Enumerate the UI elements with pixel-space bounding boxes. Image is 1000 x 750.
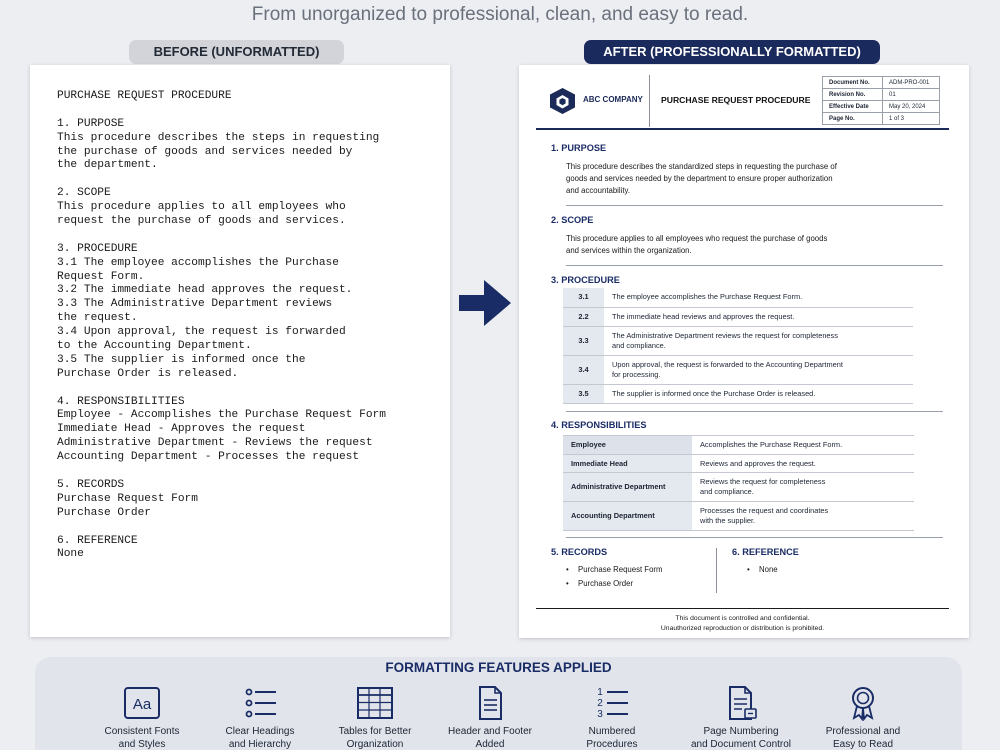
list-bullets-icon xyxy=(240,685,280,721)
procedure-table xyxy=(563,288,913,404)
duty-cell xyxy=(692,436,914,455)
feature-label: Consistent Fonts and Styles xyxy=(104,726,180,750)
responsibilities-table xyxy=(563,435,914,531)
section-divider xyxy=(566,537,943,538)
raw-text-line xyxy=(57,382,386,396)
raw-text-line: This procedure applies to all employees who xyxy=(57,201,346,214)
raw-text-line: 3.5 The supplier is informed once the xyxy=(57,353,306,366)
before-label: BEFORE (UNFORMATTED) xyxy=(129,40,344,64)
meta-key: Revision No. xyxy=(823,89,883,101)
reference-item: • None xyxy=(759,565,778,574)
unformatted-document xyxy=(30,65,450,637)
step-number: 3.5 xyxy=(563,384,604,403)
svg-text:3: 3 xyxy=(597,709,603,720)
records-item: • Purchase Order xyxy=(578,579,633,588)
raw-text-line: PURCHASE REQUEST PROCEDURE xyxy=(57,90,232,102)
raw-text-block xyxy=(57,90,386,562)
headline: From unorganized to professional, clean, and easy to read. xyxy=(251,4,749,25)
feature-label: Page Numbering and Document Control xyxy=(690,726,792,750)
step-line: The immediate head reviews and approves the request. xyxy=(612,311,795,321)
raw-text-line: 3. PROCEDURE xyxy=(57,242,138,255)
svg-text:Aa: Aa xyxy=(132,696,152,713)
document-title: PURCHASE REQUEST PROCEDURE xyxy=(661,95,811,105)
responsibility-row xyxy=(563,436,914,455)
feature-numbered-procedures xyxy=(557,685,667,750)
raw-text-line xyxy=(57,229,386,243)
section-divider xyxy=(566,411,943,412)
raw-text-line: the department. xyxy=(57,159,158,172)
table-grid-icon xyxy=(355,685,395,721)
header-rule xyxy=(536,128,949,130)
duty-cell xyxy=(692,473,914,502)
feature-label: Professional and Easy to Read xyxy=(825,726,901,750)
raw-text-line: the purchase of goods and services needed by xyxy=(57,145,353,158)
raw-text-line xyxy=(57,104,386,118)
section-heading-purpose: 1. PURPOSE xyxy=(551,143,607,153)
features-title: FORMATTING FEATURES APPLIED xyxy=(385,660,612,675)
raw-text-line: 2. SCOPE xyxy=(57,187,111,200)
feature-professional xyxy=(808,685,918,750)
raw-text-line: to the Accounting Department. xyxy=(57,340,252,353)
step-text xyxy=(604,384,913,403)
section-heading-responsibilities: 4. RESPONSIBILITIES xyxy=(551,420,647,430)
step-line: The Administrative Department reviews the request for completeness xyxy=(612,330,838,340)
responsibility-row xyxy=(563,502,914,531)
footer-line: Unauthorized reproduction or distribution is prohibited. xyxy=(660,625,825,632)
step-line: and compliance. xyxy=(612,340,666,350)
meta-value: ADM-PRO-001 xyxy=(883,77,940,89)
svg-text:2: 2 xyxy=(597,698,603,709)
meta-value: May 20, 2024 xyxy=(883,101,940,113)
duty-cell xyxy=(692,502,914,531)
raw-text-line xyxy=(57,465,386,479)
step-number: 3.3 xyxy=(563,326,604,355)
purpose-line: This procedure describes the standardized steps in requesting the purchase of xyxy=(566,162,837,171)
section-heading-procedure: 3. PROCEDURE xyxy=(551,275,620,285)
raw-text-line: request the purchase of goods and services. xyxy=(57,215,346,228)
section-divider xyxy=(566,205,943,206)
records-reference-divider xyxy=(716,548,717,593)
award-ribbon-icon xyxy=(843,685,883,721)
duty-line: Processes the request and coordinates xyxy=(700,506,829,515)
numbered-list-icon xyxy=(592,685,632,721)
role-cell: Administrative Department xyxy=(563,473,692,502)
step-number: 3.1 xyxy=(563,288,604,307)
purpose-line: and accountability. xyxy=(566,186,631,195)
document-control-table xyxy=(822,76,940,125)
raw-text-line: Request Form. xyxy=(57,270,145,283)
step-line: for processing. xyxy=(612,369,661,379)
role-cell: Employee xyxy=(563,436,692,455)
duty-line: Reviews the request for completeness xyxy=(700,477,826,486)
procedure-row xyxy=(563,288,913,307)
records-item: • Purchase Request Form xyxy=(578,565,663,574)
formatted-document xyxy=(519,65,969,638)
raw-text-line: 3.4 Upon approval, the request is forwarded xyxy=(57,326,346,339)
raw-text-line xyxy=(57,173,386,187)
duty-line: Accomplishes the Purchase Request Form. xyxy=(700,440,843,449)
raw-text-line: Immediate Head - Approves the request xyxy=(57,423,306,436)
feature-label: Numbered Procedures xyxy=(586,726,638,750)
duty-cell xyxy=(692,455,914,473)
step-number: 2.2 xyxy=(563,307,604,326)
step-text xyxy=(604,355,913,384)
purpose-line: goods and services needed by the department to ensure proper authorization xyxy=(566,174,833,183)
step-text xyxy=(604,307,913,326)
raw-text-line: Accounting Department - Processes the request xyxy=(57,451,360,464)
document-control-icon xyxy=(721,685,761,721)
raw-text-line: Purchase Order is released. xyxy=(57,367,239,380)
meta-key: Effective Date xyxy=(823,101,883,113)
duty-line: and compliance. xyxy=(700,487,754,496)
section-heading-records: 5. RECORDS xyxy=(551,547,608,557)
raw-text-line: This procedure describes the steps in requesting xyxy=(57,131,380,144)
feature-header-footer xyxy=(435,685,545,750)
raw-text-line: Administrative Department - Reviews the request xyxy=(57,437,373,450)
scope-text xyxy=(566,233,936,257)
purpose-text xyxy=(566,161,936,197)
meta-value: 1 of 3 xyxy=(883,113,940,125)
company-logo-icon xyxy=(549,87,576,115)
features-panel xyxy=(35,657,962,750)
raw-text-line: Purchase Request Form xyxy=(57,492,198,505)
step-text xyxy=(604,288,913,307)
scope-line: and services within the organization. xyxy=(566,246,692,255)
meta-key: Page No. xyxy=(823,113,883,125)
duty-line: with the supplier. xyxy=(700,516,756,525)
step-line: The supplier is informed once the Purchase Order is released. xyxy=(612,388,816,398)
section-heading-reference: 6. REFERENCE xyxy=(732,547,799,557)
feature-label: Header and Footer Added xyxy=(448,726,532,750)
raw-text-line: 4. RESPONSIBILITIES xyxy=(57,395,185,408)
raw-text-line: 3.3 The Administrative Department reviews xyxy=(57,298,333,311)
header-divider xyxy=(649,75,650,127)
company-name: ABC COMPANY xyxy=(583,95,643,104)
role-cell: Immediate Head xyxy=(563,455,692,473)
scope-line: This procedure applies to all employees who request the purchase of goods xyxy=(566,234,828,243)
raw-text-line: the request. xyxy=(57,312,138,325)
procedure-row xyxy=(563,355,913,384)
after-label: AFTER (PROFESSIONALLY FORMATTED) xyxy=(584,40,880,64)
duty-line: Reviews and approves the request. xyxy=(700,458,816,468)
step-line: Upon approval, the request is forwarded to the Accounting Department xyxy=(612,359,843,369)
procedure-row xyxy=(563,307,913,326)
section-heading-scope: 2. SCOPE xyxy=(551,215,594,225)
arrow-right-icon xyxy=(459,280,511,326)
meta-value: 01 xyxy=(883,89,940,101)
feature-tables xyxy=(320,685,430,750)
responsibility-row xyxy=(563,473,914,502)
font-aa-icon xyxy=(122,685,162,721)
footer-rule xyxy=(536,608,949,609)
raw-text-line: 3.2 The immediate head approves the request. xyxy=(57,284,353,297)
step-number: 3.4 xyxy=(563,355,604,384)
raw-text-line: 6. REFERENCE xyxy=(57,534,138,547)
raw-text-line: Purchase Order xyxy=(57,506,151,519)
document-header xyxy=(536,73,948,131)
feature-clear-headings xyxy=(205,685,315,750)
footer-line: This document is controlled and confidential. xyxy=(675,615,810,622)
meta-key: Document No. xyxy=(823,77,883,89)
section-divider xyxy=(566,265,943,266)
raw-text-line: 5. RECORDS xyxy=(57,478,125,491)
step-line: The employee accomplishes the Purchase Request Form. xyxy=(612,292,803,302)
document-icon xyxy=(470,685,510,721)
feature-consistent-fonts xyxy=(87,685,197,750)
feature-page-numbering xyxy=(676,685,806,750)
raw-text-line: 1. PURPOSE xyxy=(57,117,125,130)
role-cell: Accounting Department xyxy=(563,502,692,531)
feature-label: Clear Headings and Hierarchy xyxy=(225,726,295,750)
raw-text-line xyxy=(57,521,386,535)
feature-label: Tables for Better Organization xyxy=(338,726,412,750)
raw-text-line: None xyxy=(57,548,84,561)
raw-text-line: Employee - Accomplishes the Purchase Request Form xyxy=(57,409,386,422)
raw-text-line: 3.1 The employee accomplishes the Purchase xyxy=(57,256,339,269)
step-text xyxy=(604,326,913,355)
procedure-row xyxy=(563,384,913,403)
responsibility-row xyxy=(563,455,914,473)
svg-text:1: 1 xyxy=(597,687,603,698)
procedure-row xyxy=(563,326,913,355)
